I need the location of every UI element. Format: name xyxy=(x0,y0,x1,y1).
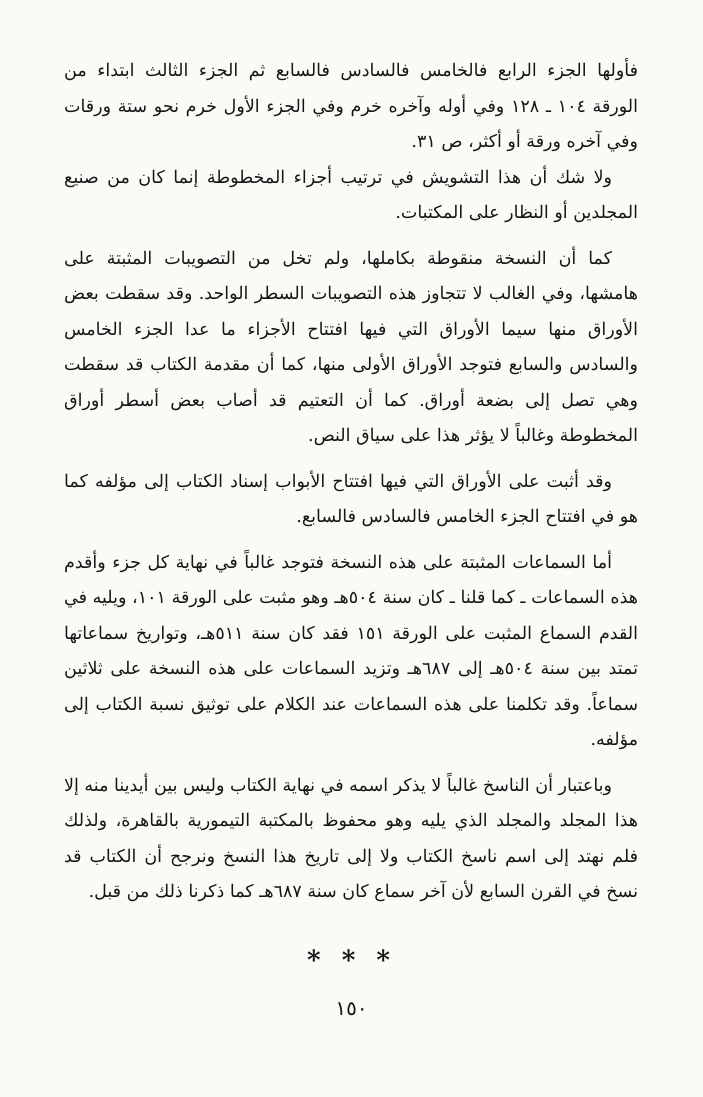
paragraph-manuscript-parts-order xyxy=(64,54,638,161)
text-line: وأقدم هذه السماعات ـ كما قلنا ـ كان سنة ٥٠٤هـ وهو مثبت على الورقة xyxy=(64,552,638,608)
text-line: وباعتبار أن الناسخ غالباً لا يذكر اسمه في نهاية الكتاب وليس بين أيدينا xyxy=(114,775,612,796)
text-line: ١٠١، ويليه في القدم السماع المثبت على الورقة ١٥١ فقد كان سنة ٥١١هـ، xyxy=(64,588,639,644)
paragraph-dotting-corrections xyxy=(64,242,638,455)
paragraph-gap xyxy=(64,759,638,769)
paragraph-samaat xyxy=(64,546,638,759)
text-line: وهي تصل إلى بضعة أوراق. كما أن التعتيم قد أصاب بعض أسطر أوراق xyxy=(64,390,638,411)
section-separator: * * * xyxy=(307,946,396,976)
text-line: توثيق نسبة الكتاب إلى مؤلفه. xyxy=(64,694,638,750)
paragraph-gap xyxy=(64,232,638,242)
text-line: ولذلك فلم نهتد إلى اسم ناسخ الكتاب ولا إلى تاريخ هذا النسخ ونرجح أن xyxy=(64,811,638,867)
text-line: ذلك من قبل. xyxy=(88,882,183,902)
text-line: النسخة على ثلاثين سماعاً. وقد تكلمنا على هذه السماعات عند الكلام على xyxy=(64,659,638,715)
text-line: كما أن النسخة منقوطة بكاملها، ولم تخل من التصويبات المثبتة على xyxy=(64,248,612,269)
text-line: بعض الأوراق منها سيما الأوراق التي فيها افتتاح الأجزاء ما عدا الجزء الخامس xyxy=(64,284,638,340)
paragraph-gap xyxy=(64,536,638,546)
text-line: هامشها، وفي الغالب لا تتجاوز هذه التصويبات السطر الواحد. وقد سقطت xyxy=(105,284,638,304)
text-line: كما هو في افتتاح الجزء الخامس فالسادس فالسابع. xyxy=(64,471,638,527)
body-text xyxy=(64,54,638,911)
text-line: منه إلا هذا المجلد والمجلد الذي يليه وهو محفوظ بالمكتبة التيمورية بالقاهرة، xyxy=(64,775,638,831)
paragraph-isnad xyxy=(64,465,638,536)
text-line: الكتاب قد نسخ في القرن السابع لأن آخر سماع كان سنة ٦٨٧هـ كما ذكرنا xyxy=(64,846,638,902)
text-line: وفي آخره ورقة أو أكثر، ص ٣١. xyxy=(411,132,638,152)
text-line: والسادس والسابع فتوجد الأوراق الأولى منها، كما أن مقدمة الكتاب قد سقطت xyxy=(64,355,638,375)
text-line: المخطوطة وغالباً لا يؤثر هذا على سياق النص. xyxy=(308,426,638,446)
text-line: المجلدين أو النظار على المكتبات. xyxy=(395,203,638,223)
text-line: الورقة ١٠٤ ـ ١٢٨ وفي أوله وآخره خرم وفي الجزء الأول خرم نحو ستة ورقات xyxy=(64,96,638,117)
text-line: فأولها الجزء الرابع فالخامس فالسادس فالسابع ثم الجزء الثالث ابتداء من xyxy=(64,61,638,81)
paragraph-disorder-cause xyxy=(64,161,638,232)
paragraph-gap xyxy=(64,455,638,465)
text-line: ولا شك أن هذا التشويش في ترتيب أجزاء المخطوطة إنما كان من صنيع xyxy=(64,167,612,188)
text-line: وتواريخ سماعاتها تمتد بين سنة ٥٠٤هـ إلى ٦٨٧هـ وتزيد السماعات على هذه xyxy=(64,623,638,679)
text-line: وقد أثبت على الأوراق التي فيها افتتاح الأبواب إسناد الكتاب إلى مؤلفه xyxy=(94,471,612,492)
paragraph-copyist xyxy=(64,769,638,911)
page-number: ١٥٠ xyxy=(335,996,368,1020)
text-line: أما السماعات المثبتة على هذه النسخة فتوجد غالباً في نهاية كل جزء xyxy=(112,552,612,573)
